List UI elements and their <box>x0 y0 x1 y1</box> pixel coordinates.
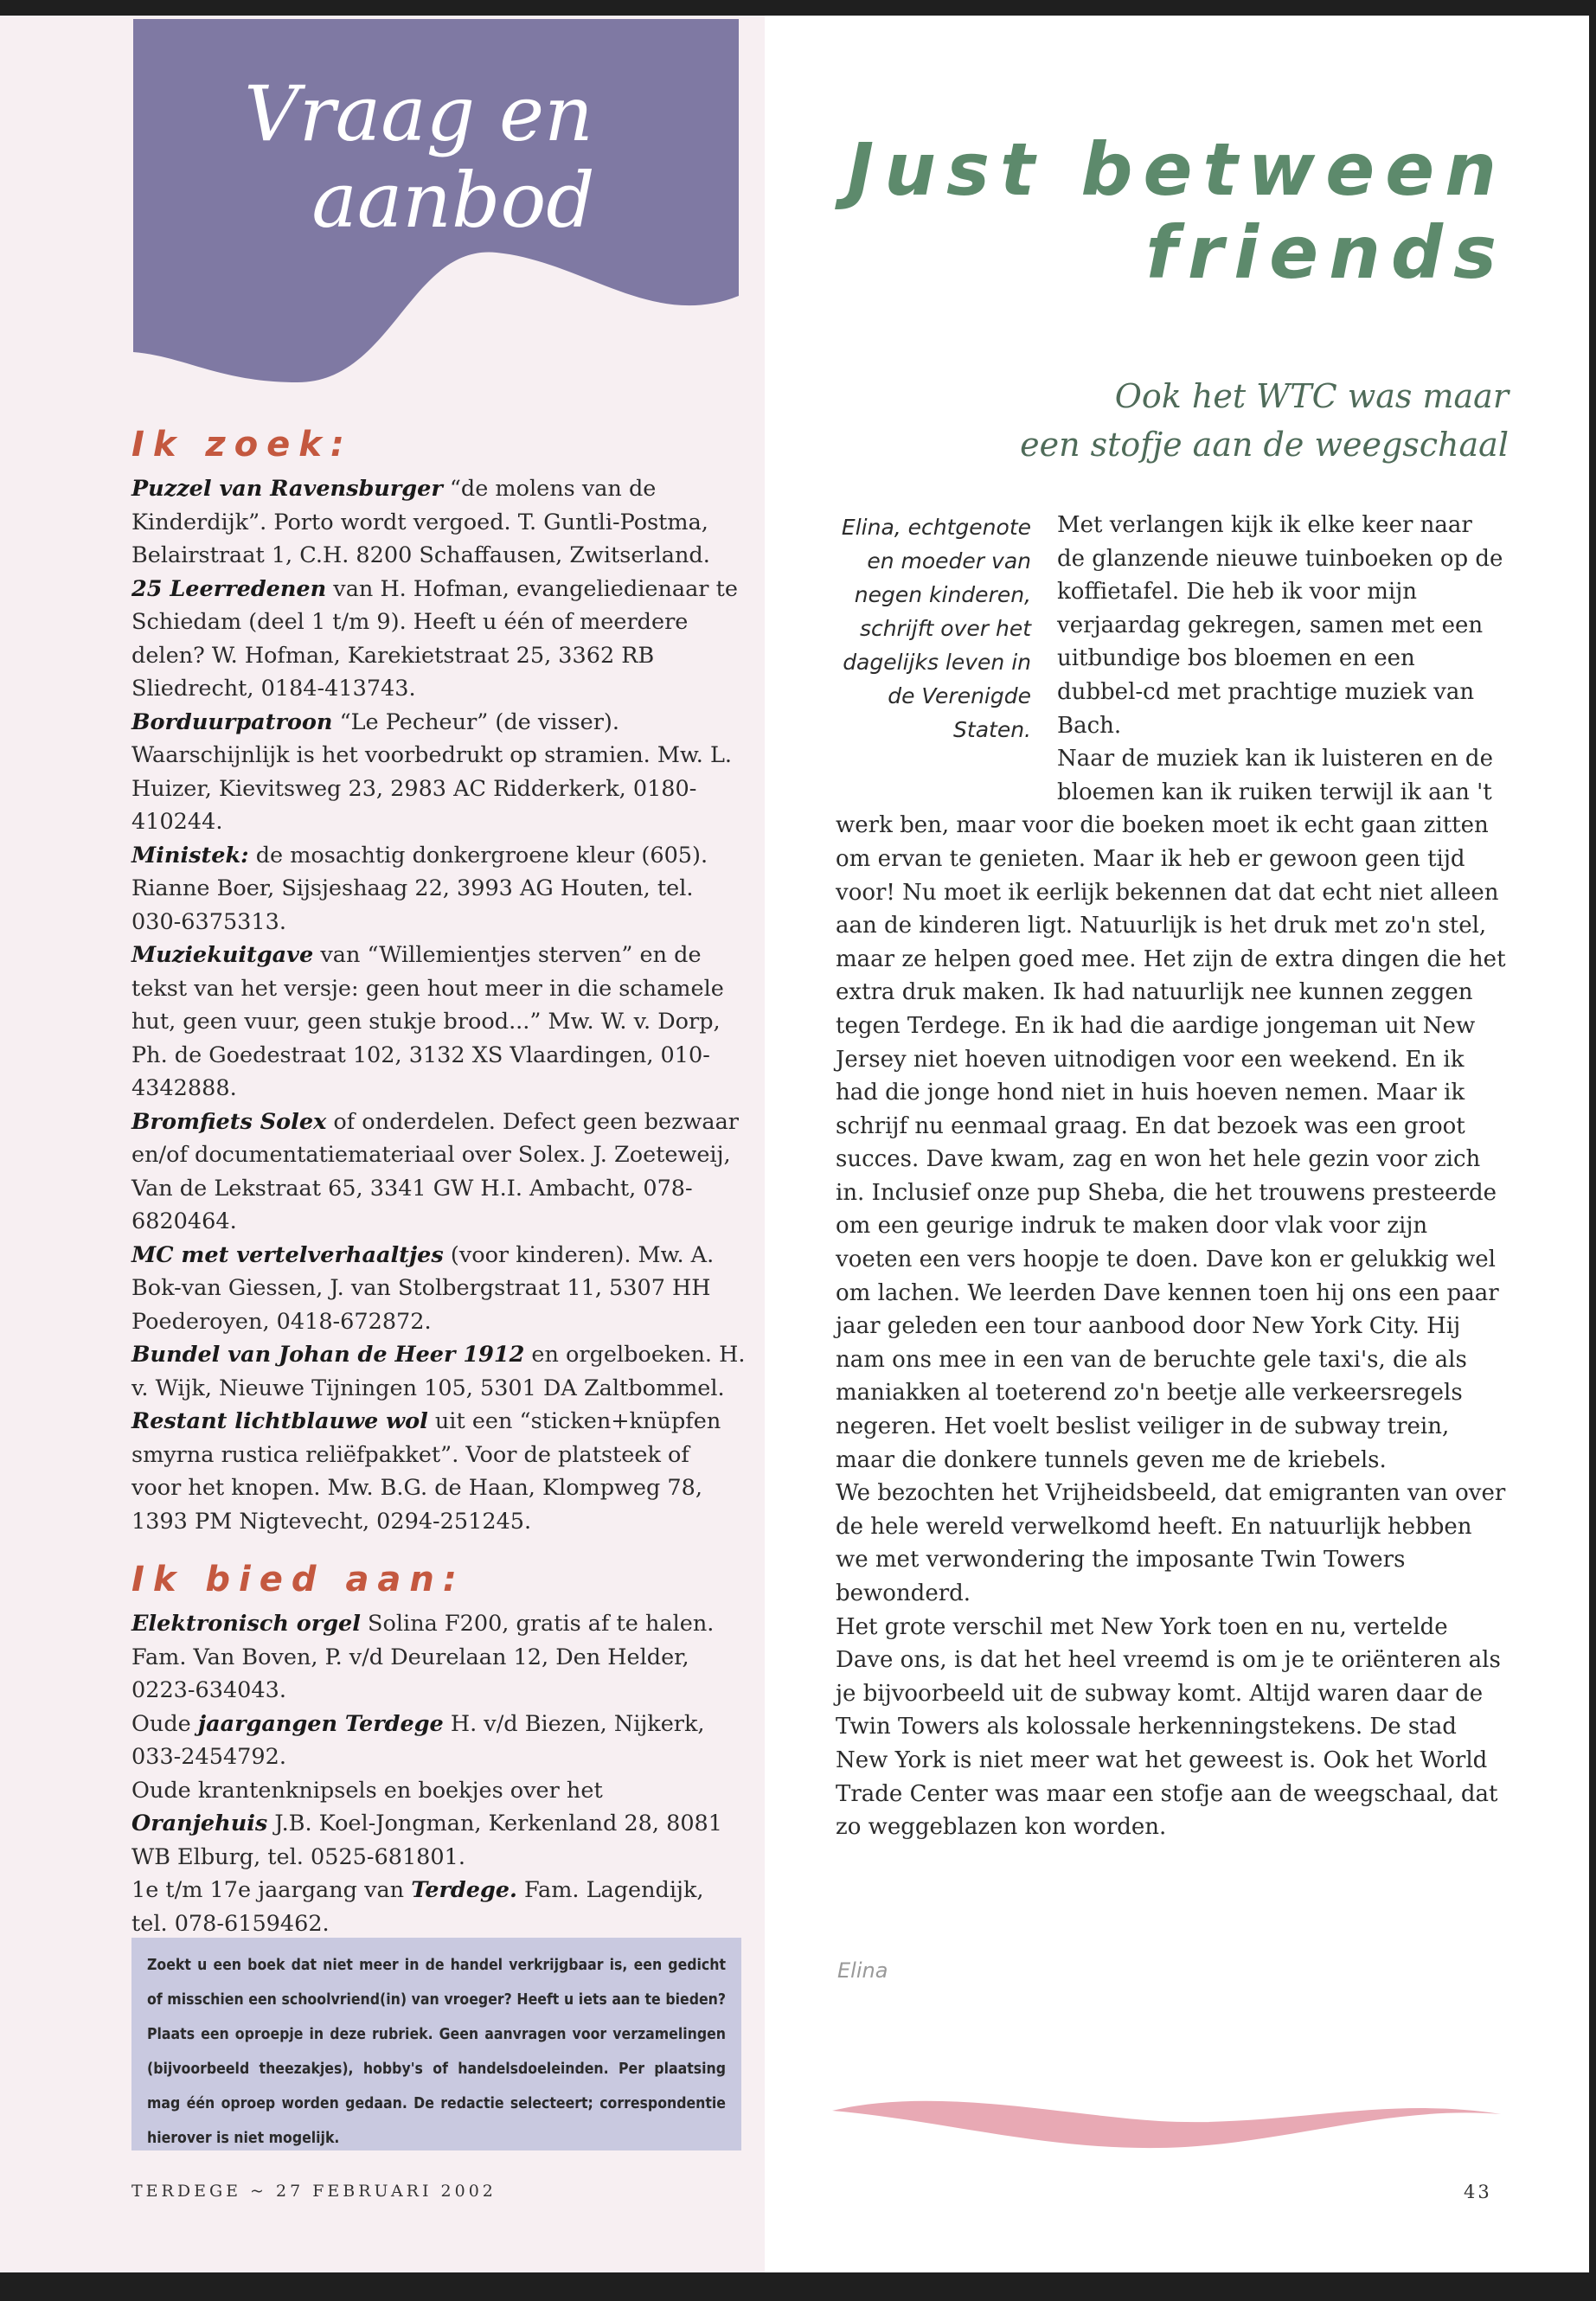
subtitle-line-2: een stofje aan de weegschaal <box>1020 426 1509 464</box>
seek-ad-text: en orgelboeken. H. v. Wijk, Nieuwe Tijningen 105, 5301 DA Zaltbommel. <box>131 1342 746 1401</box>
seek-ads <box>131 472 746 1538</box>
seek-ad-key: Restant lichtblauwe wol <box>131 1408 428 1434</box>
offer-ad-prefix: Oude <box>131 1710 198 1737</box>
article-paragraph: Met verlangen kijk ik elke keer naar de glanzende nieuwe tuinboeken op de koffietafel. Die heb ik voor mijn verjaardag gekregen, samen met een uitbundige bos bloemen en een dubbel-cd met prachtige muziek van Bach. <box>1057 512 1503 739</box>
seek-ad-text: uit een “sticken+knüpfen smyrna rustica reliëfpakket”. Voor de platsteek of voor het knopen. Mw. B.G. de Haan, Klompweg 78, 1393 PM Nigtevecht, 0294-251245. <box>131 1408 721 1535</box>
seek-ad <box>131 1239 746 1339</box>
seek-ad <box>131 472 746 573</box>
page-number: 43 <box>1464 2182 1492 2202</box>
seek-ad <box>131 573 746 706</box>
article-paragraph: Naar de muziek kan ik luisteren en de bloemen kan ik ruiken terwijl ik aan 't werk ben, maar voor die boeken moet ik echt gaan zitten om ervan te genieten. Maar ik heb er gewoon geen tijd voor! Nu moet ik eerlijk bekennen dat dat echt niet alleen aan de kinderen ligt. Natuurlijk is het druk met zo'n stel, maar ze helpen goed mee. Het zijn de extra dingen die het extra druk maken. Ik had natuurlijk nee kunnen zeggen tegen Terdege. En ik had die aardige jongeman uit New Jersey niet hoeven uitnodigen voor een weekend. En ik had die jonge hond niet in huis hoeven nemen. Maar ik schrijf nu eenmaal graag. En dat bezoek was een groot succes. Dave kwam, zag en won het hele gezin voor zich in. Inclusief onze pup Sheba, die het trouwens presteerde om een geurige indruk te maken door vlak voor zijn voeten een vers hoopje te doen. Dave kon er gelukkig wel om lachen. We leerden Dave kennen toen hij ons een paar jaar geleden een tour aanbood door New York City. Hij nam ons mee in een van de beruchte gele taxi's, die als maniakken al toeterend zo'n beetje alle verkeersregels negeren. Het voelt beslist veiliger in de subway trein, maar die donkere tunnels geven me de kriebels. <box>836 746 1506 1473</box>
offer-heading: Ik bied aan: <box>131 1560 465 1599</box>
magazine-page <box>0 16 1596 2286</box>
seek-ad-text: “Le Pecheur” (de visser). Waarschijnlijk is het voorbedrukt op stramien. Mw. L. Huizer, Kievitsweg 23, 2983 AC Ridderkerk, 0180-410244. <box>131 708 733 835</box>
seek-ad <box>131 939 746 1106</box>
seek-ad <box>131 1338 746 1405</box>
vraag-en-aanbod-banner <box>133 19 739 391</box>
subtitle-line-1: Ook het WTC was maar <box>1114 377 1509 415</box>
offer-ads <box>131 1607 746 1940</box>
seek-ad <box>131 1405 746 1538</box>
rubric-notice: Zoekt u een boek dat niet meer in de handel verkrijgbaar is, een gedicht of misschien een schoolvriend(in) van vroeger? Heeft u iets aan te bieden? Plaats een oproepje in deze rubriek. Geen aanvragen voor verzamelingen (bijvoorbeeld theezakjes), hobby's of handelsdoeleinden. Per plaatsing mag één oproep worden gedaan. De redactie selecteert; correspondentie hierover is niet mogelijk. <box>131 1938 741 2150</box>
seek-ad-key: 25 Leerredenen <box>131 575 327 602</box>
seek-ad <box>131 706 746 839</box>
page-edge-right <box>1589 16 1596 2286</box>
banner-title <box>133 71 739 244</box>
article-body <box>836 509 1507 1844</box>
article-subtitle <box>830 372 1509 469</box>
offer-ad <box>131 1708 746 1774</box>
author-signature: Elina <box>837 1958 888 1983</box>
article-paragraph: We bezochten het Vrijheidsbeeld, dat emigranten van over de hele wereld verwelkomd heeft. En natuurlijk hebben we met verwondering the imposante Twin Towers bewonderd. <box>836 1480 1506 1606</box>
author-intro: Elina, echtgenote en moeder van negen kinderen, schrijft over het dagelijks leven in de Verenigde Staten. <box>841 515 1031 742</box>
article-paragraph: Het grote verschil met New York toen en nu, vertelde Dave ons, is dat het heel vreemd is om je te oriënteren als je bijvoorbeeld uit de subway komt. Altijd waren daar de Twin Towers als kolossale herkenningstekens. De stad New York is niet meer wat het geweest is. Ook het World Trade Center was maar een stofje aan de weegschaal, dat zo weggeblazen kon worden. <box>836 1613 1501 1841</box>
seek-ad-text: “de molens van de Kinderdijk”. Porto wordt vergoed. T. Guntli-Postma, Belairstraat 1, C.H. 8200 Schaffausen, Zwitserland. <box>131 476 710 568</box>
seek-ad <box>131 1106 746 1239</box>
seek-ad-key: MC met vertelverhaaltjes <box>131 1241 444 1268</box>
column-title-line-1: Just between <box>846 127 1507 212</box>
offer-ad-text: J.B. Koel-Jongman, Kerkenland 28, 8081 WB Elburg, tel. 0525-681801. <box>131 1811 722 1870</box>
seek-ad-text: van H. Hofman, evangeliedienaar te Schiedam (deel 1 t/m 9). Heeft u één of meerdere delen? W. Hofman, Karekietstraat 25, 3362 RB Sliedrecht, 0184-413743. <box>131 575 738 702</box>
classifieds-column <box>131 422 746 1940</box>
seek-ad-key: Puzzel van Ravensburger <box>131 476 443 502</box>
seek-ad-key: Bundel van Johan de Heer 1912 <box>131 1342 525 1368</box>
offer-ad-key: Terdege. <box>411 1877 517 1903</box>
seek-ad-text: van “Willemientjes sterven” en de tekst van het versje: geen hout meer in die schamele hut, geen vuur, geen stukje brood...” Mw. W. v. Dorp, Ph. de Goedestraat 102, 3132 XS Vlaardingen, 010-4342888. <box>131 942 724 1101</box>
seek-heading: Ik zoek: <box>131 425 353 465</box>
offer-ad-text: H. v/d Biezen, Nijkerk, 033-2454792. <box>131 1710 705 1770</box>
seek-ad-text: de mosachtig donkergroene kleur (605). Rianne Boer, Sijsjeshaag 22, 3993 AG Houten, tel. 030-6375313. <box>131 842 708 935</box>
offer-ad-key: Elektronisch orgel <box>131 1611 361 1637</box>
offer-ad-prefix: Oude krantenknipsels en boekjes over het <box>131 1777 603 1804</box>
offer-ad <box>131 1607 746 1708</box>
column-title-line-2: friends <box>1145 210 1507 295</box>
offer-ad-text: Fam. Lagendijk, tel. 078-6159462. <box>131 1877 704 1937</box>
footer-publication: TERDEGE ~ 27 FEBRUARI 2002 <box>131 2182 497 2201</box>
banner-line-1: Vraag en <box>244 69 593 158</box>
offer-ad-key: Oranjehuis <box>131 1811 268 1836</box>
offer-ad-prefix: 1e t/m 17e jaargang van <box>131 1877 412 1903</box>
page-edge-bottom <box>0 2272 1596 2286</box>
seek-ad-key: Muziekuitgave <box>131 942 314 968</box>
offer-ad-text: Solina F200, gratis af te halen. Fam. Van Boven, P. v/d Deurelaan 12, Den Helder, 0223-634043. <box>131 1611 715 1703</box>
seek-ad-key: Borduurpatroon <box>131 708 333 735</box>
seek-ad-text: (voor kinderen). Mw. A. Bok-van Giessen, J. van Stolbergstraat 11, 5307 HH Poederoyen, 0418-672872. <box>131 1241 715 1335</box>
column-title <box>830 128 1507 294</box>
seek-ad-key: Bromfiets Solex <box>131 1108 327 1135</box>
intro-spacer <box>836 509 1057 804</box>
banner-line-2: aanbod <box>311 156 595 245</box>
offer-ad <box>131 1874 746 1940</box>
seek-ad-text: of onderdelen. Defect geen bezwaar en/of documentatiemateriaal over Solex. J. Zoeteweij, Van de Lekstraat 65, 3341 GW H.I. Ambacht, 078-6820464. <box>131 1108 739 1234</box>
seek-ad <box>131 839 746 939</box>
offer-ad-key: jaargangen Terdege <box>197 1710 444 1737</box>
seek-ad-key: Ministek: <box>131 842 249 868</box>
decorative-swoosh <box>830 2061 1505 2156</box>
offer-ad <box>131 1774 746 1875</box>
